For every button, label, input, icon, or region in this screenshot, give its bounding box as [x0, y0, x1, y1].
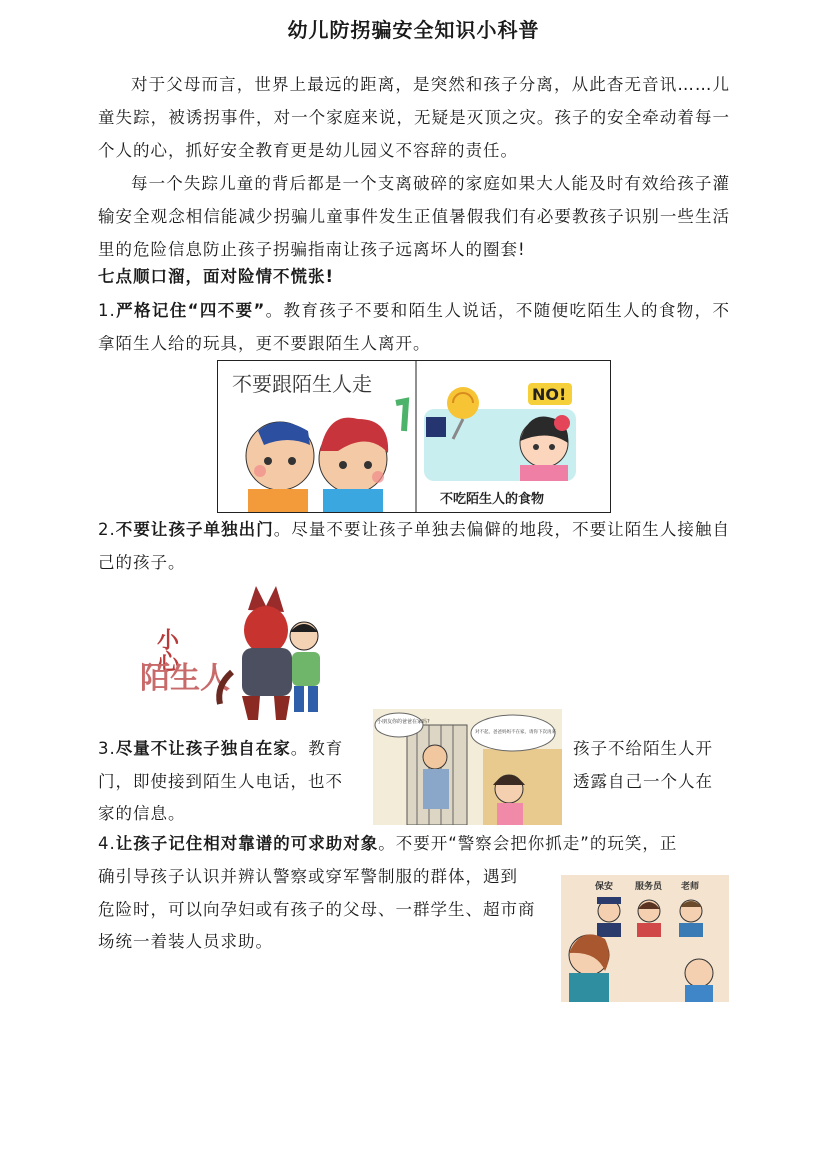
item-3-line-2b: 透露自己一个人在 — [573, 772, 713, 791]
item-3-line-1b: 孩子不给陌生人开 — [573, 739, 713, 758]
item-3-line-2a: 门，即使接到陌生人电话，也不 — [98, 772, 343, 791]
item-2-number: 2. — [98, 520, 116, 539]
helper-label-3: 老师 — [681, 882, 700, 892]
item-1-text: 。教育孩子不要和陌生人说话，不随便吃陌生人的食物，不拿陌生人给的玩具，更不要跟陌生人离开。 — [98, 301, 730, 353]
no-bubble: NO! — [532, 385, 567, 404]
item-1-title: 严格记住“四不要” — [115, 301, 266, 320]
illustration-left-caption: 不要跟陌生人走 — [232, 372, 372, 396]
item-4-line-3: 危险时，可以向孕妇或有孩子的父母、一群学生、超市商 — [98, 900, 536, 919]
intro-paragraph-2: 每一个失踪儿童的背后都是一个支离破碎的家庭如果大人能及时有效给孩子灌输安全观念相信能减少拐骗儿童事件发生正值暑假我们有必要教孩子识别一些生活里的危险信息防止孩子拐骗指南让孩子远离坏人的圈套! — [98, 174, 730, 259]
beware-caption-top: 小心 — [153, 628, 179, 672]
item-3-line-1a — [98, 735, 343, 759]
intro-paragraph-1: 对于父母而言，世界上最远的距离，是突然和孩子分离，从此杳无音讯……儿童失踪，被诱拐事件，对一个家庭来说，无疑是灭顶之灾。孩子的安全牵动着每一个人的心，抓好安全教育更是幼儿园义不容辞的责任。 — [98, 75, 730, 160]
item-4-title: 让孩子记住相对靠谱的可求助对象 — [115, 834, 379, 853]
helper-label-1: 保安 — [595, 882, 614, 892]
item-3-line-3: 家的信息。 — [98, 804, 186, 823]
door-bubble-left: 小朋友你的爸爸在家吗? — [377, 719, 430, 725]
item-2-text: 。尽量不要让孩子单独去偏僻的地段，不要让陌生人接触自己的孩子。 — [98, 520, 731, 572]
helper-label-2: 服务员 — [635, 882, 663, 892]
beware-caption-bottom: 陌生人 — [140, 661, 230, 696]
item-4-number: 4. — [98, 834, 116, 853]
illustration-helpers — [561, 875, 729, 1002]
item-3-title: 尽量不让孩子独自在家 — [115, 739, 291, 758]
section-heading: 七点顺口溜，面对险情不慌张! — [98, 267, 335, 286]
item-4-line-2: 确引导孩子认识并辨认警察或穿军警制服的群体，遇到 — [98, 867, 518, 886]
item-1 — [98, 294, 730, 360]
door-bubble-right: 对不起，爸爸妈妈不在家，请你下次再来 — [475, 730, 556, 735]
item-2-title: 不要让孩子单独出门 — [115, 520, 274, 539]
illustration-door — [373, 709, 562, 825]
item-3-text-a: 。教育 — [290, 739, 344, 758]
illustration-beware-strangers — [136, 580, 336, 726]
illustration-strangers — [217, 360, 611, 513]
illustration-right-caption: 不吃陌生人的食物 — [440, 492, 545, 507]
item-3-number: 3. — [98, 739, 116, 758]
item-4-line-4: 场统一着装人员求助。 — [98, 932, 273, 951]
page-title: 幼儿防拐骗安全知识小科普 — [287, 18, 540, 42]
item-4-text-1: 。不要开“警察会把你抓走”的玩笑，正 — [378, 834, 678, 853]
item-4-line-1 — [98, 830, 677, 854]
item-1-number: 1. — [98, 301, 116, 320]
item-2 — [98, 513, 730, 579]
